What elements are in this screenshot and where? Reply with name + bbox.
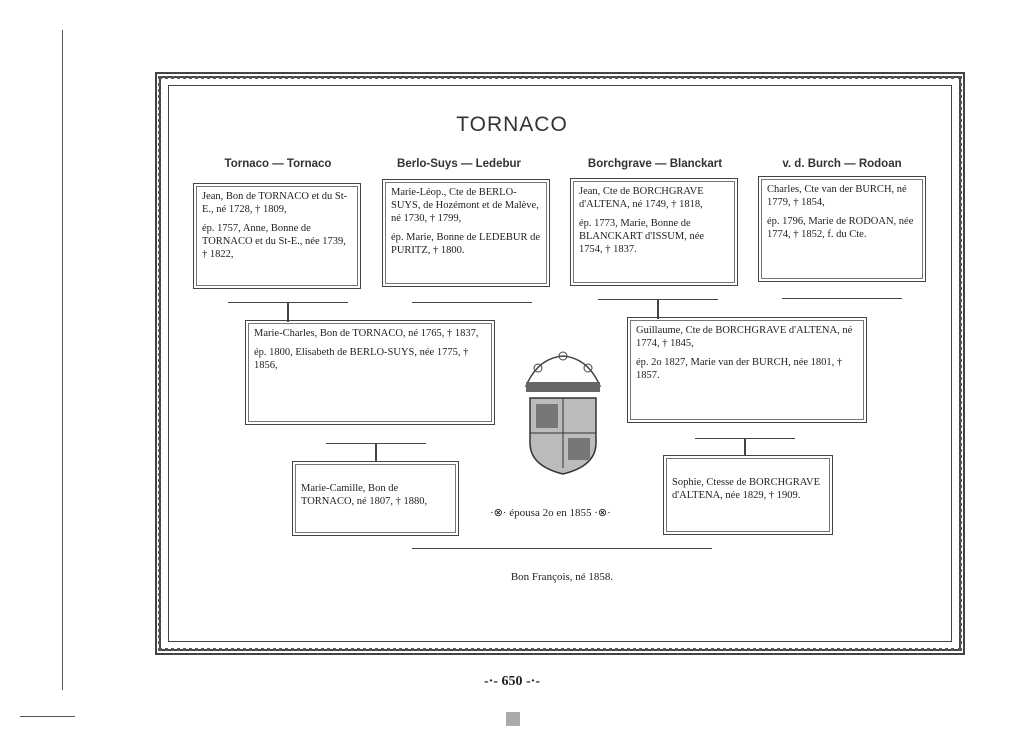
column-heading-4: v. d. Burch — Rodoan	[782, 158, 902, 170]
scan-edge-mark	[20, 716, 75, 717]
genealogy-box-marie-camille	[292, 461, 459, 536]
connector-stem	[287, 302, 289, 322]
genealogy-box-borchgrave	[570, 178, 738, 286]
connector-bracket	[782, 298, 902, 311]
descendant-line: Bon François, né 1858.	[510, 571, 614, 583]
column-heading-3: Borchgrave — Blanckart	[587, 158, 723, 170]
genealogy-box-sophie	[663, 455, 833, 535]
connector-stem	[744, 438, 746, 456]
box-text: ép. 1800, Elisabeth de BERLO-SUYS, née 1775, † 1856,	[254, 347, 469, 371]
genealogy-box-marie-charles	[245, 320, 495, 425]
box-text: Jean, Bon de TORNACO et du St-E., né 1728, † 1809,	[202, 191, 348, 215]
genealogy-box-berlo-suys	[382, 179, 550, 287]
ornament-icon: ·⊗·	[594, 507, 611, 519]
printer-mark-icon	[506, 712, 520, 726]
page-number	[0, 674, 1024, 690]
box-text: Marie-Camille, Bon de TORNACO, né 1807, † 1880,	[301, 483, 428, 507]
connector-bracket-final	[412, 548, 712, 553]
box-text: Marie-Léop., Cte de BERLO-SUYS, de Hozémont et de Malève, né 1730, † 1799,	[391, 187, 539, 224]
page-number-text: 650	[501, 674, 523, 689]
column-heading-1: Tornaco — Tornaco	[224, 158, 332, 170]
genealogy-box-van-der-burch	[758, 176, 926, 282]
connector-stem	[375, 443, 377, 461]
genealogy-box-tornaco	[193, 183, 361, 289]
page-title: TORNACO	[456, 113, 568, 136]
box-text: Jean, Cte de BORCHGRAVE d'ALTENA, né 1749, † 1818,	[579, 186, 704, 210]
box-text: ép. 1757, Anne, Bonne de TORNACO et du St-E., née 1739, † 1822,	[202, 223, 346, 260]
connector-stem	[657, 299, 659, 319]
marriage-note	[490, 506, 611, 519]
box-text: Charles, Cte van der BURCH, né 1779, † 1854,	[767, 184, 907, 208]
box-text: ép. 1796, Marie de RODOAN, née 1774, † 1852, f. du Cte.	[767, 216, 914, 240]
genealogy-box-guillaume	[627, 317, 867, 423]
box-text: Guillaume, Cte de BORCHGRAVE d'ALTENA, né 1774, † 1845,	[636, 325, 853, 349]
box-text: Sophie, Ctesse de BORCHGRAVE d'ALTENA, née 1829, † 1909.	[672, 477, 820, 501]
box-text: ép. 2o 1827, Marie van der BURCH, née 1801, † 1857.	[636, 357, 843, 381]
box-text: ép. 1773, Marie, Bonne de BLANCKART d'ISSUM, née 1754, † 1837.	[579, 218, 705, 255]
ornament-icon: ·⊗·	[490, 507, 507, 519]
ornament-icon: -·-	[484, 674, 502, 689]
connector-bracket	[412, 302, 532, 315]
ornament-icon: -·-	[522, 674, 540, 689]
marriage-text: épousa 2o en 1855	[509, 507, 592, 519]
box-text: Marie-Charles, Bon de TORNACO, né 1765, † 1837,	[254, 328, 479, 339]
box-text: ép. Marie, Bonne de LEDEBUR de PURITZ, † 1800.	[391, 232, 541, 256]
column-heading-2: Berlo-Suys — Ledebur	[397, 158, 521, 170]
coat-of-arms-icon	[518, 348, 608, 478]
